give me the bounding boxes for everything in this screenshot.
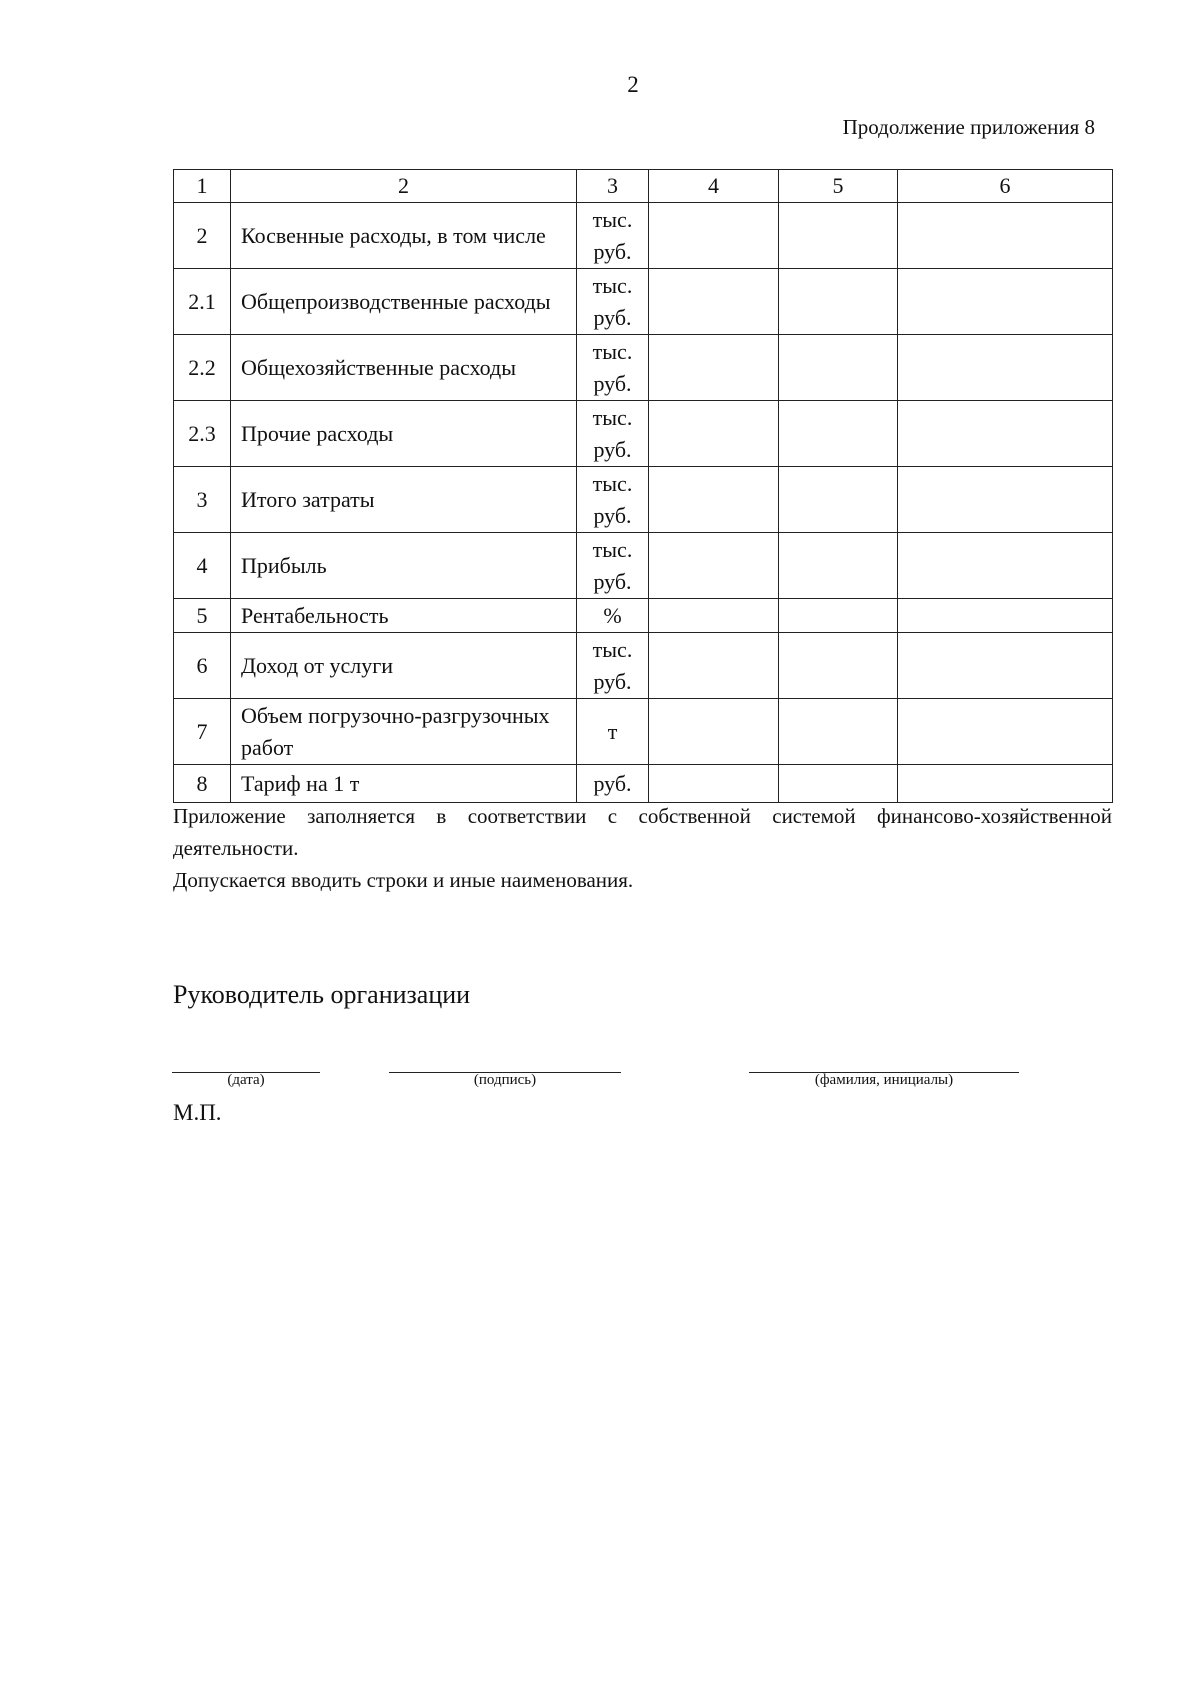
row-number-cell: 2.1 <box>174 269 231 335</box>
unit-text: тыс. <box>592 404 633 430</box>
row-name-cell: Общепроизводственные расходы <box>231 269 577 335</box>
head-title: Руководитель организации <box>173 980 471 1009</box>
row-unit-cell <box>577 467 649 533</box>
unit-text: тыс. <box>592 536 633 562</box>
unit-text: руб. <box>593 502 632 528</box>
table-row <box>174 401 1113 467</box>
unit-text: % <box>603 602 622 628</box>
row-unit-cell <box>577 765 649 803</box>
empty-value-cell <box>779 269 898 335</box>
row-unit-cell <box>577 269 649 335</box>
table-row <box>174 765 1113 803</box>
row-unit-cell <box>577 533 649 599</box>
empty-value-cell <box>649 203 779 269</box>
empty-value-cell <box>649 269 779 335</box>
empty-value-cell <box>779 335 898 401</box>
row-number-cell: 3 <box>174 467 231 533</box>
note-fill-instruction: Приложение заполняется в соответствии с собственной системой финансово-хозяйственной деятельности. <box>173 804 1112 860</box>
row-name-cell: Рентабельность <box>231 599 577 633</box>
table-row <box>174 269 1113 335</box>
empty-value-cell <box>898 269 1113 335</box>
note-rows-allowed: Допускается вводить строки и иные наименования. <box>173 868 634 892</box>
row-number-cell: 2.3 <box>174 401 231 467</box>
empty-value-cell <box>898 599 1113 633</box>
table-row <box>174 203 1113 269</box>
unit-text: руб. <box>593 238 632 264</box>
row-number-cell: 2 <box>174 203 231 269</box>
date-label: (дата) <box>227 1072 265 1088</box>
unit-text: руб. <box>593 770 632 796</box>
header-cell: 5 <box>779 170 898 203</box>
row-unit-cell <box>577 401 649 467</box>
empty-value-cell <box>779 401 898 467</box>
signature-label: (подпись) <box>473 1072 537 1088</box>
row-number-cell: 5 <box>174 599 231 633</box>
row-number-cell: 8 <box>174 765 231 803</box>
row-unit-cell <box>577 633 649 699</box>
table-row <box>174 699 1113 765</box>
table-row <box>174 599 1113 633</box>
empty-value-cell <box>779 533 898 599</box>
row-unit-cell <box>577 335 649 401</box>
header-cell: 3 <box>577 170 649 203</box>
unit-text: руб. <box>593 436 632 462</box>
empty-value-cell <box>649 401 779 467</box>
empty-value-cell <box>649 633 779 699</box>
unit-text: тыс. <box>592 470 633 496</box>
empty-value-cell <box>649 467 779 533</box>
row-name-cell: Косвенные расходы, в том числе <box>231 203 577 269</box>
empty-value-cell <box>649 765 779 803</box>
header-cell: 1 <box>174 170 231 203</box>
empty-value-cell <box>649 699 779 765</box>
name-label: (фамилия, инициалы) <box>814 1072 954 1088</box>
row-name-cell: Объем погрузочно-разгрузочных работ <box>231 699 577 765</box>
row-unit-cell <box>577 699 649 765</box>
empty-value-cell <box>649 599 779 633</box>
row-name-cell: Итого затраты <box>231 467 577 533</box>
empty-value-cell <box>898 467 1113 533</box>
empty-value-cell <box>649 533 779 599</box>
unit-text: руб. <box>593 568 632 594</box>
row-number-cell: 4 <box>174 533 231 599</box>
empty-value-cell <box>898 765 1113 803</box>
empty-value-cell <box>898 401 1113 467</box>
empty-value-cell <box>898 533 1113 599</box>
unit-text: руб. <box>593 668 632 694</box>
page-number: 2 <box>627 72 639 97</box>
unit-text: тыс. <box>592 206 633 232</box>
header-cell: 4 <box>649 170 779 203</box>
row-name-cell: Доход от услуги <box>231 633 577 699</box>
cost-table-body <box>174 170 1113 803</box>
table-row <box>174 633 1113 699</box>
row-unit-cell <box>577 599 649 633</box>
row-name-cell: Прочие расходы <box>231 401 577 467</box>
row-unit-cell <box>577 203 649 269</box>
unit-text: тыс. <box>592 338 633 364</box>
unit-text: тыс. <box>592 636 633 662</box>
header-cell: 2 <box>231 170 577 203</box>
empty-value-cell <box>779 599 898 633</box>
table-row <box>174 533 1113 599</box>
empty-value-cell <box>779 699 898 765</box>
row-number-cell: 7 <box>174 699 231 765</box>
unit-text: тыс. <box>592 272 633 298</box>
empty-value-cell <box>779 467 898 533</box>
empty-value-cell <box>779 203 898 269</box>
empty-value-cell <box>898 699 1113 765</box>
continuation-caption: Продолжение приложения 8 <box>842 115 1095 139</box>
empty-value-cell <box>649 335 779 401</box>
empty-value-cell <box>779 765 898 803</box>
row-name-cell: Прибыль <box>231 533 577 599</box>
stamp-mark: М.П. <box>173 1100 222 1125</box>
empty-value-cell <box>898 203 1113 269</box>
header-cell: 6 <box>898 170 1113 203</box>
row-number-cell: 2.2 <box>174 335 231 401</box>
table-row <box>174 335 1113 401</box>
row-name-cell: Общехозяйственные расходы <box>231 335 577 401</box>
row-name-cell: Тариф на 1 т <box>231 765 577 803</box>
table-header-row <box>174 170 1113 203</box>
unit-text: т <box>607 718 618 744</box>
row-number-cell: 6 <box>174 633 231 699</box>
table-row <box>174 467 1113 533</box>
unit-text: руб. <box>593 304 632 330</box>
unit-text: руб. <box>593 370 632 396</box>
cost-table <box>173 169 1113 803</box>
empty-value-cell <box>779 633 898 699</box>
empty-value-cell <box>898 633 1113 699</box>
empty-value-cell <box>898 335 1113 401</box>
